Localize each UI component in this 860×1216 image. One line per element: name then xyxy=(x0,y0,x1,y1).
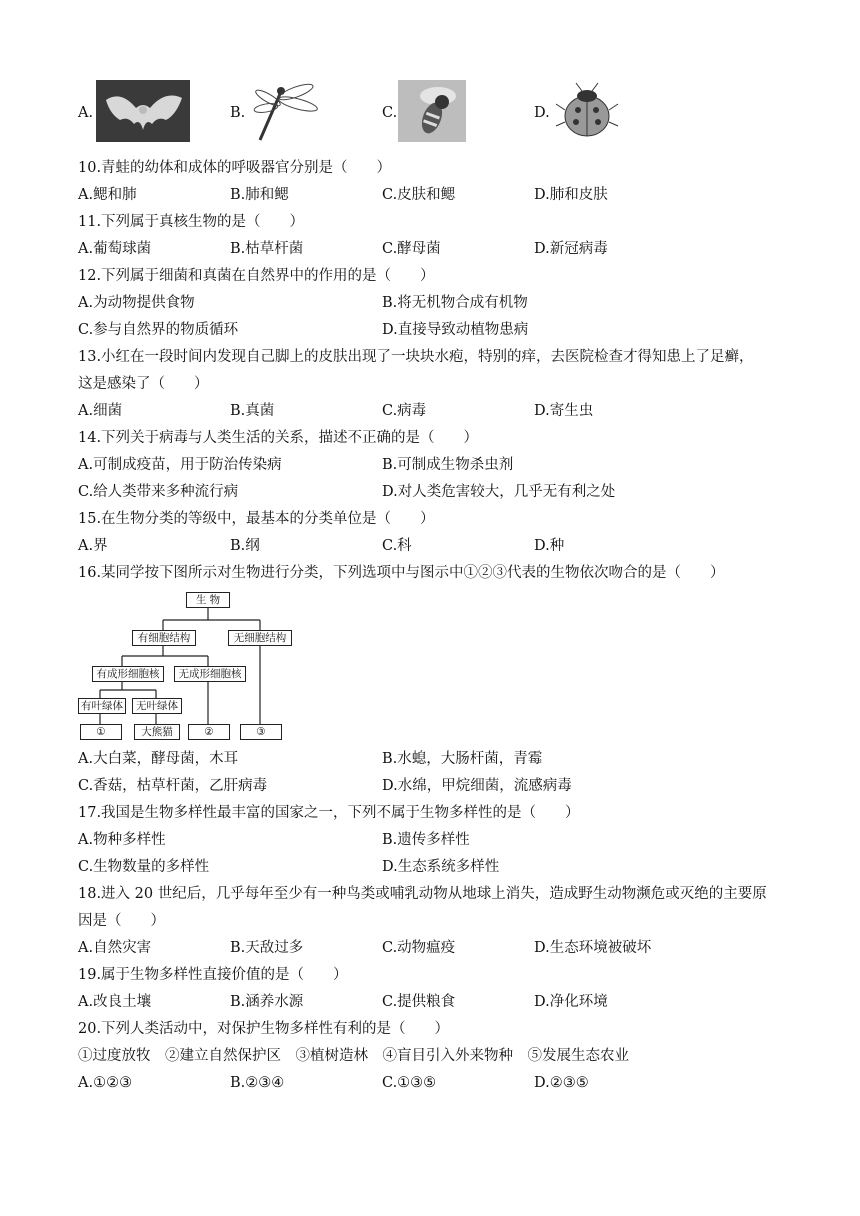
q14-option-b[interactable]: B.可制成生物杀虫剂 xyxy=(382,457,514,473)
q15-option-c[interactable]: C.科 xyxy=(382,538,412,554)
classification-diagram xyxy=(78,590,288,745)
diagram-n2-box: ② xyxy=(188,724,230,740)
q10-option-d[interactable]: D.肺和皮肤 xyxy=(534,187,608,203)
q11-option-d[interactable]: D.新冠病毒 xyxy=(534,241,608,257)
dragonfly-icon xyxy=(250,80,320,142)
q18-option-a[interactable]: A.自然灾害 xyxy=(78,940,152,956)
q11-stem: 11.下列属于真核生物的是（ ） xyxy=(78,214,305,230)
q11-option-c[interactable]: C.酵母菌 xyxy=(382,241,441,257)
diagram-nonucleus-box: 无成形细胞核 xyxy=(174,666,246,682)
q13-stem-line2: 这是感染了（ ） xyxy=(78,376,209,392)
q13-option-c[interactable]: C.病毒 xyxy=(382,403,427,419)
q16-option-a[interactable]: A.大白菜，酵母菌，木耳 xyxy=(78,751,239,767)
diagram-chloro-box: 有叶绿体 xyxy=(78,698,126,714)
q19-option-b[interactable]: B.涵养水源 xyxy=(230,994,304,1010)
q16-option-b[interactable]: B.水螅，大肠杆菌，青霉 xyxy=(382,751,543,767)
q19-option-d[interactable]: D.净化环境 xyxy=(534,994,608,1010)
q12-option-a[interactable]: A.为动物提供食物 xyxy=(78,295,195,311)
diagram-root-box: 生 物 xyxy=(186,592,230,608)
q20-option-c[interactable]: C.①③⑤ xyxy=(382,1075,437,1091)
q9-option-b-label: B. xyxy=(230,105,246,121)
q9-option-a-label: A. xyxy=(78,105,94,121)
q17-option-a[interactable]: A.物种多样性 xyxy=(78,832,166,848)
q10-stem: 10.青蛙的幼体和成体的呼吸器官分别是（ ） xyxy=(78,160,392,176)
bee-icon xyxy=(398,80,466,142)
q15-option-d[interactable]: D.种 xyxy=(534,538,565,554)
q11-option-a[interactable]: A.葡萄球菌 xyxy=(78,241,152,257)
q16-option-d[interactable]: D.水绵，甲烷细菌，流感病毒 xyxy=(382,778,572,794)
q18-option-b[interactable]: B.天敌过多 xyxy=(230,940,304,956)
q9-option-d-label: D. xyxy=(534,105,550,121)
q20-option-a[interactable]: A.①②③ xyxy=(78,1075,133,1091)
q15-option-a[interactable]: A.界 xyxy=(78,538,108,554)
q19-option-c[interactable]: C.提供粮食 xyxy=(382,994,456,1010)
diagram-nochloro-box: 无叶绿体 xyxy=(132,698,182,714)
q17-stem: 17.我国是生物多样性最丰富的国家之一，下列不属于生物多样性的是（ ） xyxy=(78,805,580,821)
q13-stem-line1: 13.小红在一段时间内发现自己脚上的皮肤出现了一块块水疱，特别的痒，去医院检查才得知患上了足癣， xyxy=(78,349,754,365)
q12-option-c[interactable]: C.参与自然界的物质循环 xyxy=(78,322,239,338)
q15-option-b[interactable]: B.纲 xyxy=(230,538,260,554)
q18-stem-line1: 18.进入 20 世纪后，几乎每年至少有一种鸟类或哺乳动物从地球上消失，造成野生动物濒危或灭绝的主要原 xyxy=(78,886,767,902)
q17-option-c[interactable]: C.生物数量的多样性 xyxy=(78,859,210,875)
diagram-n1-box: ① xyxy=(80,724,122,740)
q10-option-a[interactable]: A.鳃和肺 xyxy=(78,187,137,203)
q20-option-d[interactable]: D.②③⑤ xyxy=(534,1075,589,1091)
diagram-panda-box: 大熊猫 xyxy=(134,724,180,740)
diagram-nocell-box: 无细胞结构 xyxy=(228,630,292,646)
q11-option-b[interactable]: B.枯草杆菌 xyxy=(230,241,304,257)
diagram-nucleus-box: 有成形细胞核 xyxy=(92,666,164,682)
q18-option-d[interactable]: D.生态环境被破坏 xyxy=(534,940,652,956)
q15-stem: 15.在生物分类的等级中，最基本的分类单位是（ ） xyxy=(78,511,435,527)
q13-option-b[interactable]: B.真菌 xyxy=(230,403,275,419)
q14-option-d[interactable]: D.对人类危害较大，几乎无有利之处 xyxy=(382,484,616,500)
diagram-n3-box: ③ xyxy=(240,724,282,740)
q17-option-b[interactable]: B.遗传多样性 xyxy=(382,832,470,848)
q13-option-d[interactable]: D.寄生虫 xyxy=(534,403,594,419)
q10-option-b[interactable]: B.肺和鳃 xyxy=(230,187,289,203)
diagram-cell-box: 有细胞结构 xyxy=(132,630,196,646)
q20-items: ①过度放牧 ②建立自然保护区 ③植树造林 ④盲目引入外来物种 ⑤发展生态农业 xyxy=(78,1048,629,1064)
q12-option-d[interactable]: D.直接导致动植物患病 xyxy=(382,322,529,338)
q18-option-c[interactable]: C.动物瘟疫 xyxy=(382,940,456,956)
ladybug-icon xyxy=(552,80,622,142)
q16-option-c[interactable]: C.香菇，枯草杆菌，乙肝病毒 xyxy=(78,778,268,794)
q12-option-b[interactable]: B.将无机物合成有机物 xyxy=(382,295,528,311)
q10-option-c[interactable]: C.皮肤和鳃 xyxy=(382,187,456,203)
q14-option-c[interactable]: C.给人类带来多种流行病 xyxy=(78,484,239,500)
q18-stem-line2: 因是（ ） xyxy=(78,913,165,929)
q19-stem: 19.属于生物多样性直接价值的是（ ） xyxy=(78,967,348,983)
q20-option-b[interactable]: B.②③④ xyxy=(230,1075,285,1091)
bat-icon xyxy=(96,80,190,142)
q14-option-a[interactable]: A.可制成疫苗，用于防治传染病 xyxy=(78,457,282,473)
q9-option-c-label: C. xyxy=(382,105,398,121)
q19-option-a[interactable]: A.改良土壤 xyxy=(78,994,152,1010)
q20-stem: 20.下列人类活动中，对保护生物多样性有利的是（ ） xyxy=(78,1021,450,1037)
q14-stem: 14.下列关于病毒与人类生活的关系，描述不正确的是（ ） xyxy=(78,430,479,446)
q12-stem: 12.下列属于细菌和真菌在自然界中的作用的是（ ） xyxy=(78,268,435,284)
q13-option-a[interactable]: A.细菌 xyxy=(78,403,123,419)
q17-option-d[interactable]: D.生态系统多样性 xyxy=(382,859,500,875)
q16-stem: 16.某同学按下图所示对生物进行分类，下列选项中与图示中①②③代表的生物依次吻合的是（ ） xyxy=(78,565,725,581)
